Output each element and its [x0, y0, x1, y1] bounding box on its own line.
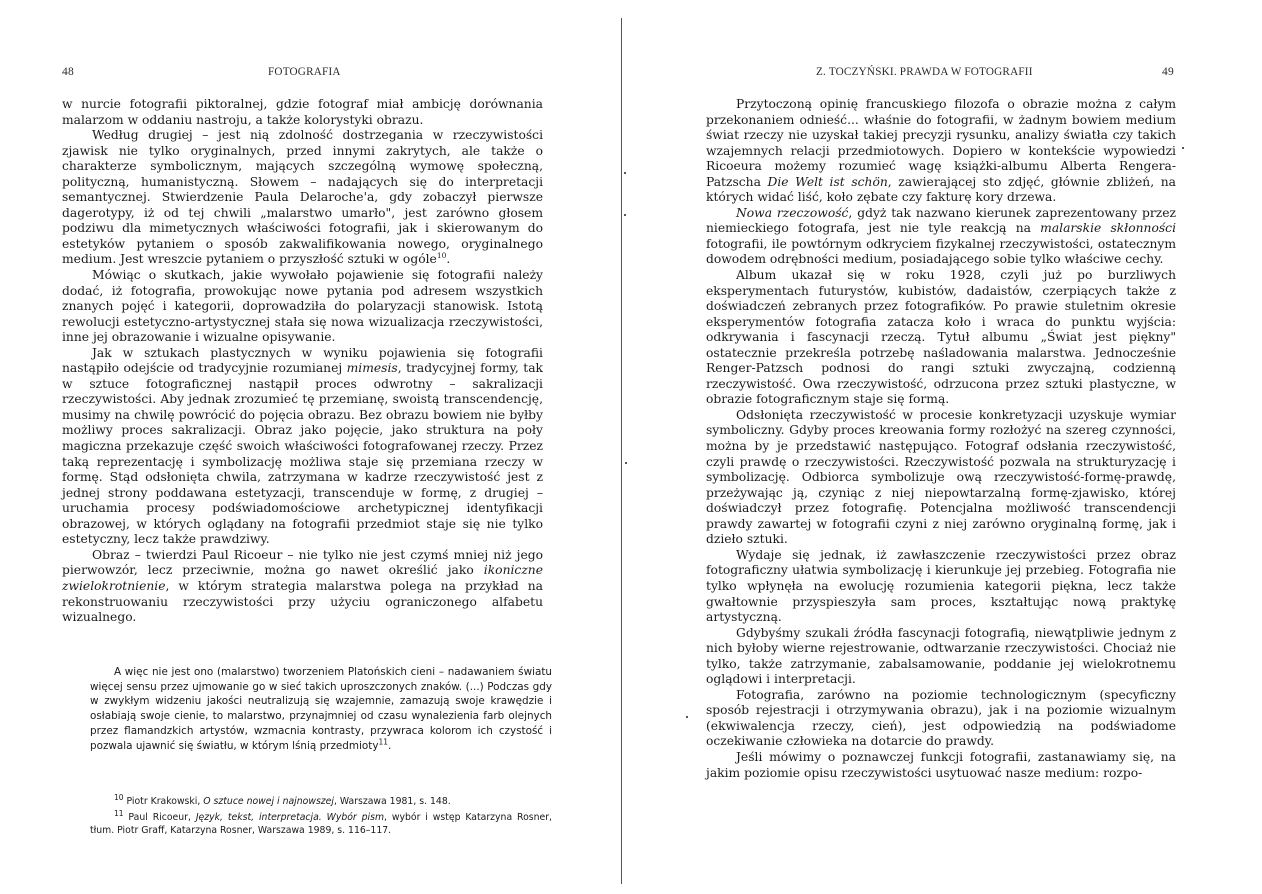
paragraph	[62, 97, 543, 128]
paragraph	[62, 128, 543, 268]
text-run: , gdyż tak nazwano kierunek zaprezentowany przez niemieckiego fotografa, jest nie tyle reakcją na	[706, 205, 1176, 236]
italic-text: Język, tekst, interpretacja. Wybór pism	[195, 812, 385, 824]
left-page-number: 48	[62, 66, 74, 78]
text-run: Obraz – twierdzi Paul Ricoeur – nie tylko nie jest czymś mniej niż jego pierwowzór, lecz przeciwnie, można go nawet określić jako	[62, 547, 543, 578]
right-running-head: Z. TOCZYŃSKI. PRAWDA W FOTOGRAFII	[816, 66, 1033, 78]
text-run: w nurcie fotografii piktoralnej, gdzie fotograf miał ambicję dorównania malarzom w oddaniu nastroju, a także kolorystyki obrazu.	[62, 97, 543, 127]
footnotes	[90, 792, 552, 841]
text-run: fotografii, ile powtórnym odkryciem fizykalnej rzeczywistości, ostatecznym dowodem odrębności medium, posiadającego sobie tylko właściwe cechy.	[706, 236, 1176, 267]
paragraph	[706, 97, 1176, 206]
footnote	[90, 809, 552, 837]
block-quote	[90, 665, 552, 753]
text-run: Piotr Krakowski,	[123, 796, 204, 807]
footnote	[90, 792, 552, 808]
footnote-ref: 11	[378, 737, 389, 747]
text-run: .	[388, 739, 392, 752]
paragraph	[706, 268, 1176, 408]
quote-paragraph	[90, 665, 552, 753]
text-run: Przytoczoną opinię francuskiego filozofa o obrazie można z całym przekonaniem odnieść... właśnie do fotografii, w żadnym bowiem medium świat rzeczy nie uzyskał takiej precyzji rysunku, analizy światła czy takich wzajemnych relacji przedmiotowych. Dopiero w kontekście wypowiedzi Ricoeura możemy rozumieć wagę książki-albumu Alberta Rengera-Patzscha	[706, 97, 1176, 189]
text-run: , w którym strategia malarstwa polega na przykład na rekonstruowaniu rzeczywistości przy użyciu ograniczonego alfabetu wizualnego.	[62, 578, 543, 625]
footnote-ref: 10	[114, 792, 124, 802]
paragraph	[706, 206, 1176, 268]
left-page	[0, 0, 620, 894]
right-page-number: 49	[1162, 66, 1174, 78]
text-run: , tradycyjnej formy, tak w sztuce fotograficznej nastąpił proces odwrotny – sakralizacji rzeczywistości. Aby jednak zrozumieć tę przemianę, swoistą transcendencję, musimy na chwilę powrócić do pojęcia obrazu. Bez obrazu bowiem nie byłby możliwy proces sakralizacji. Obraz jako pojęcie, jako struktura na poły magiczna przekazuje część swoich właściwości fotografowanej rzeczy. Przez taką reprezentację i symbolizację możliwa staje się przemiana rzeczy w formę. Stąd odsłonięta chwila, zatrzymana w kadrze rzeczywistość jest z jednej strony poddawana estetyzacji, transcenduje w formę, z drugiej – uruchamia procesy podświadomościowe archetypicznej identyfikacji obrazowej, w których oglądany na fotografii przedmiot staje się nie tylko estetyczny, lecz także prawdziwy.	[62, 361, 544, 547]
paragraph	[62, 346, 543, 548]
italic-text: malarskie skłonności	[1040, 221, 1176, 236]
paragraph	[706, 750, 1176, 781]
right-page	[622, 0, 1262, 894]
text-run: Mówiąc o skutkach, jakie wywołało pojawienie się fotografii należy dodać, iż fotografia, prowokując nowe pytania pod adresem wszystkich znanych pojęć i kategorii, doprowadziła do polaryzacji stanowisk. Istotą rewolucji estetyczno-artystycznej stała się nowa wizualizacja rzeczywistości, inne jej obrazowanie i wizualne opisywanie.	[62, 268, 543, 345]
right-body-text	[706, 97, 1176, 781]
text-run: A więc nie jest ono (malarstwo) tworzeniem Platońskich cieni – nadawaniem światu więcej sensu przez ujmowanie go w sieć takich uproszczonych znaków. (...) Podczas gdy w zwykłym widzeniu jakości neutralizują się wzajemnie, zamazują swoje krawędzie i osłabiają swoje cienie, to malarstwo, przynajmniej od czasu wynalezienia farb olejnych przez flamandzkich artystów, wzmacnia kontrasty, przywraca kolorom ich czystość i pozwala ujawnić się światłu, w którym lśnią przedmioty	[90, 666, 552, 752]
paragraph	[706, 548, 1176, 626]
left-running-head: FOTOGRAFIA	[268, 66, 341, 78]
footnote-ref: 10	[436, 251, 447, 261]
text-run: Jeśli mówimy o poznawczej funkcji fotografii, zastanawiamy się, na jakim poziomie opisu rzeczywistości usytuować nasze medium: rozpo-	[706, 749, 1176, 780]
text-run: Odsłonięta rzeczywistość w procesie konkretyzacji uzyskuje wymiar symboliczny. Gdyby proces kreowania formy rozłożyć na szereg czynności, można by je przedstawić następująco. Fotograf odsłania rzeczywistość, czyli prawdę o rzeczywistości. Rzeczywistość pozwala na strukturyzację i symbolizację. Odbiorca symbolizuje ową rzeczywistość-formę-prawdę, przeżywając ją, czyniąc z niej niepowtarzalną formę-zjawisko, której doświadczył przez fotografię. Potencjalna możliwość transcendencji prawdy zawartej w fotografii czyni z niej zarówno oryginalną formę, jak i dzieło sztuki.	[706, 407, 1176, 547]
text-run: Paul Ricoeur,	[123, 812, 196, 824]
paragraph	[706, 626, 1176, 688]
left-body-text	[62, 97, 543, 626]
paragraph	[706, 688, 1176, 750]
paragraph	[706, 408, 1176, 548]
italic-text: O sztuce nowej i najnowszej	[203, 796, 334, 807]
text-run: Fotografia, zarówno na poziomie technologicznym (specyficzny sposób rejestracji i otrzymywania obrazu), jak i na poziomie wizualnym (ekwiwalencja rzeczy, cień), jest odpowiedzią na podświadome oczekiwanie człowieka na dotarcie do prawdy.	[706, 687, 1176, 749]
italic-text: Die Welt ist schön	[767, 174, 888, 189]
text-run: Gdybyśmy szukali źródła fascynacji fotografią, niewątpliwie jednym z nich byłoby wierne rejestrowanie, odtwarzanie rzeczywistości. Chociaż nie tylko, także zatrzymanie, zabalsamowanie, poddanie jej wielokrotnemu oglądowi i interpretacji.	[706, 625, 1176, 687]
italic-text: Nowa rzeczowość	[736, 205, 849, 220]
text-run: Album ukazał się w roku 1928, czyli już po burzliwych eksperymentach futurystów, kubistów, dadaistów, czerpiących także z doświadczeń zebranych przez fotografików. Po prawie stuletnim okresie eksperymentów fotografia zatacza koło i wraca do punktu wyjścia: odkrywania i fascynacji rzeczą. Tytuł albumu „Świat jest piękny" ostatecznie przekreśla potrzebę naśladowania malarstwa. Jednocześnie Renger-Patzsch podnosi do rangi sztuki zwyczajną, codzienną rzeczywistość. Owa rzeczywistość, odrzucona przez sztuki plastyczne, w obrazie fotograficznym staje się formą.	[706, 268, 1176, 407]
text-run: Wydaje się jednak, iż zawłaszczenie rzeczywistości przez obraz fotograficzny ułatwia symbolizację i kierunkuje jej przebieg. Fotografia nie tylko wpłynęła na ewolucję rozumienia kategorii piękna, lecz także gwałtownie przyspieszyła sam proces, kształtując nową praktykę artystyczną.	[706, 547, 1176, 625]
text-run: , Warszawa 1981, s. 148.	[333, 796, 451, 807]
text-run: .	[446, 252, 451, 267]
italic-text: ikoniczne zwielokrotnienie	[62, 563, 543, 593]
footnote-ref: 11	[114, 809, 124, 819]
text-run: , zawierającej sto zdjęć, głównie zbliżeń, na których widać liść, koło zębate czy fakturę kory drzewa.	[706, 174, 1176, 205]
paragraph	[62, 268, 543, 346]
italic-text: mimesis	[346, 361, 398, 376]
text-run: Jak w sztukach plastycznych w wyniku pojawienia się fotografii nastąpiło odejście od tradycyjnie rozumianej	[62, 345, 543, 376]
text-run: , wybór i wstęp Katarzyna Rosner, tłum. Piotr Graff, Katarzyna Rosner, Warszawa 1989, s. 116–117.	[90, 812, 552, 836]
text-run: Według drugiej – jest nią zdolność dostrzegania w rzeczywistości zjawisk nie tylko oryginalnych, przed innymi zakrytych, ale także o charakterze symbolicznym, mających szczególną wymowę społeczną, polityczną, humanistyczną. Słowem – nadających się do interpretacji semantycznej. Stwierdzenie Paula Delaroche'a, gdy zobaczył pierwsze dagerotypy, iż od tej chwili „malarstwo umarło", jest zarówno głosem podziwu dla mimetycznych właściwości fotografii, jak i skierowanym do estetyków pytaniem o sposób zakwalifikowania nowego, oryginalnego medium. Jest wreszcie pytaniem o przyszłość sztuki w ogóle	[62, 128, 543, 267]
paragraph	[62, 548, 543, 626]
